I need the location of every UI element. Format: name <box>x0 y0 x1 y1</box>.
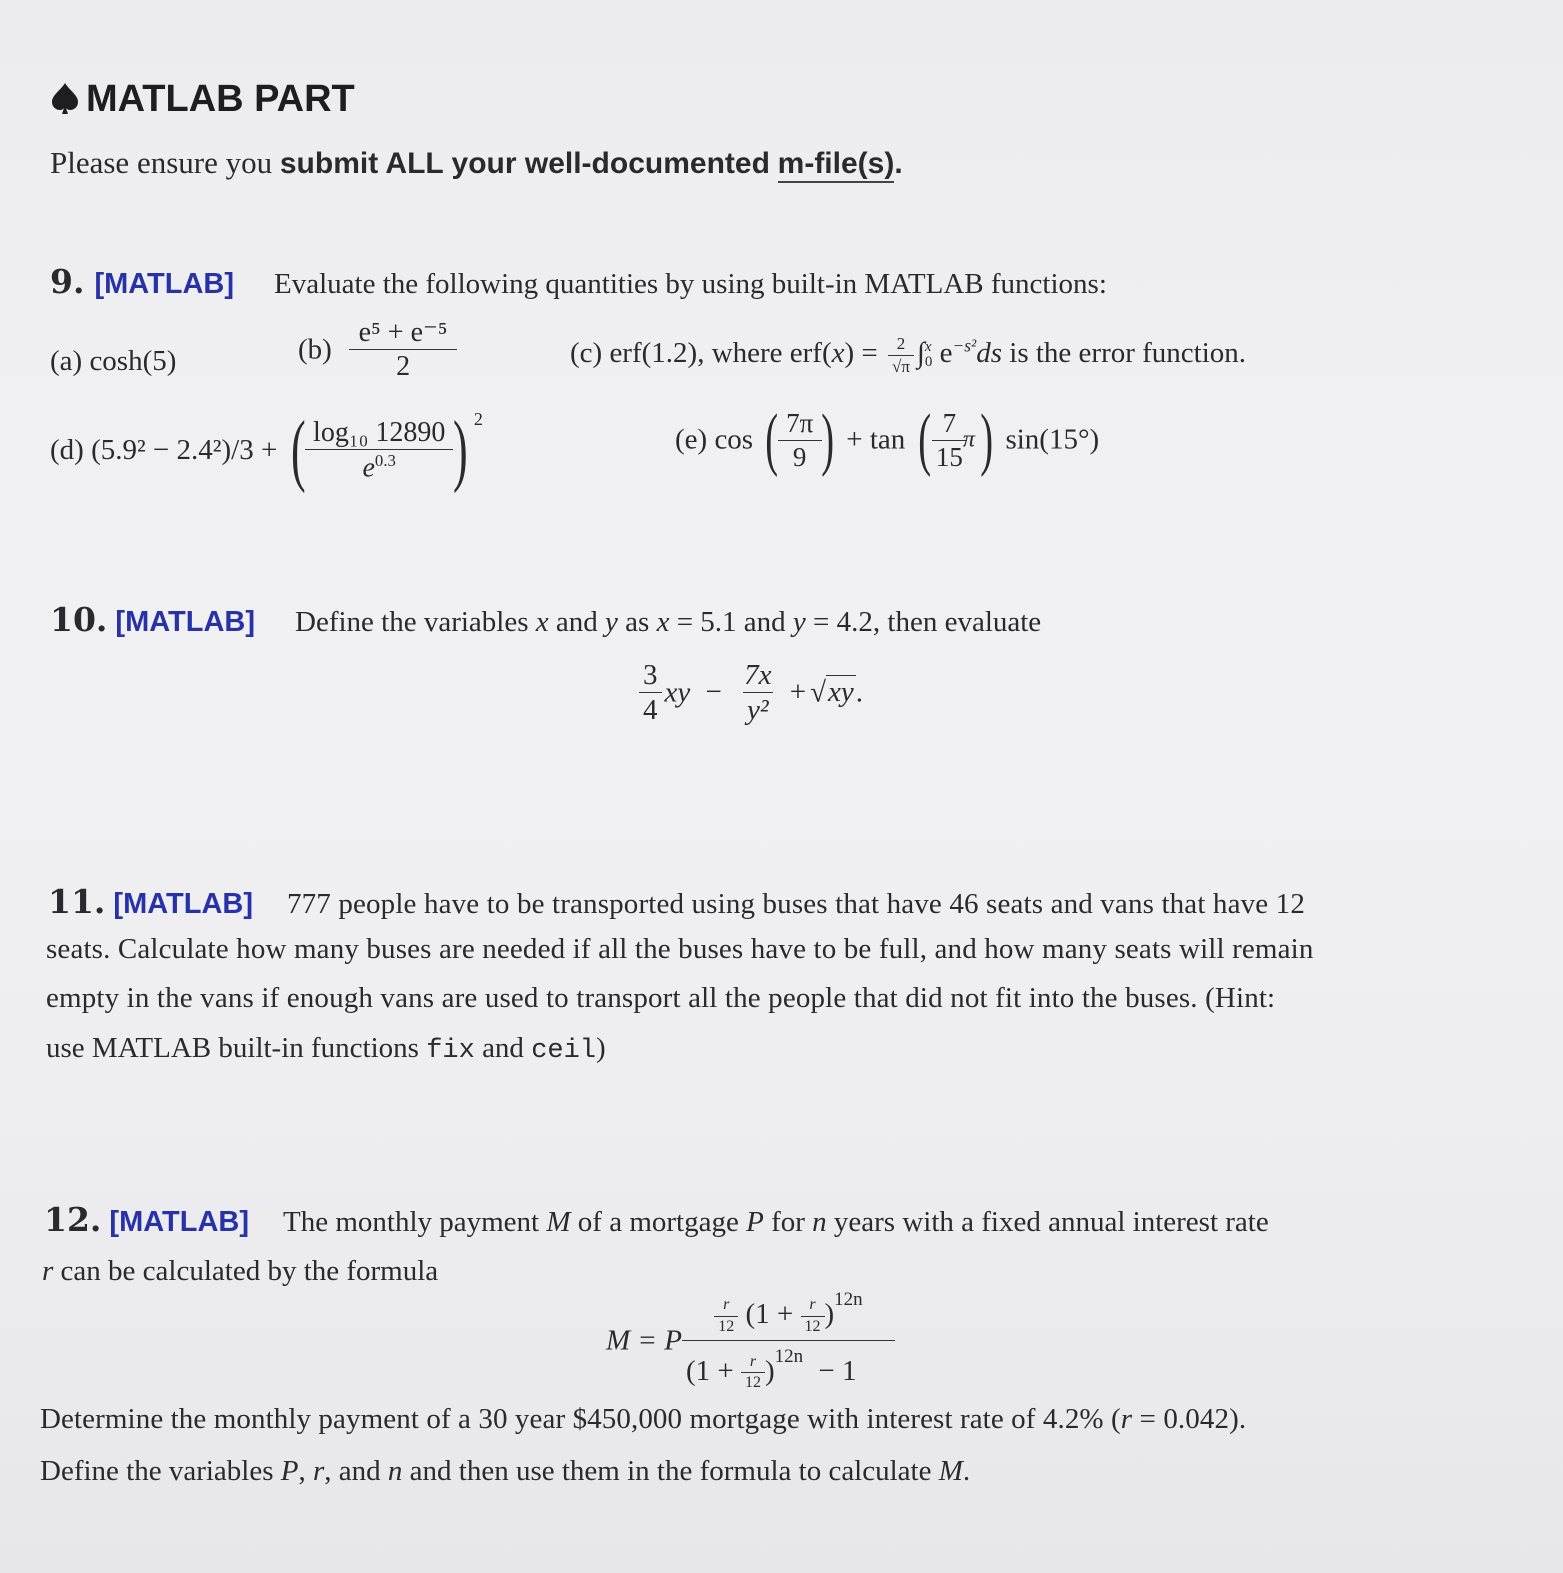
left-paren: ( <box>917 401 931 478</box>
exponent: 12n <box>834 1289 863 1310</box>
text: The monthly payment <box>283 1206 540 1238</box>
note-period: . <box>894 147 903 180</box>
question-tag: [MATLAB] <box>109 1206 249 1238</box>
prompt-text: and <box>555 606 598 638</box>
fraction-denominator: 2 <box>349 349 457 381</box>
text: and <box>482 1032 524 1064</box>
fraction-numerator: 7x <box>744 659 772 691</box>
part-expression: cosh(5) <box>89 345 177 377</box>
fraction-denominator: 4 <box>639 692 662 725</box>
left-paren: ( <box>765 401 779 478</box>
question-number: 9. <box>50 262 85 301</box>
section-title: MATLAB PART <box>86 78 355 120</box>
expr-text: ) = <box>844 337 878 369</box>
denominator-12: 12 <box>714 1316 738 1336</box>
math-var: n <box>387 1455 403 1487</box>
fraction <box>349 318 457 382</box>
text: years with a fixed annual interest rate <box>833 1206 1269 1238</box>
math-var: P <box>746 1206 764 1238</box>
fraction-denominator <box>305 449 453 483</box>
integral-sign: ∫ <box>916 337 925 369</box>
submission-note <box>50 145 903 181</box>
part-label: (a) <box>50 345 83 377</box>
fraction <box>932 409 967 471</box>
denominator-12: 12 <box>801 1316 825 1336</box>
exponent: 12n <box>774 1345 804 1367</box>
text: = 0.042). <box>1139 1403 1247 1435</box>
prompt-text: Define the variables <box>295 606 529 638</box>
right-paren: ) <box>820 401 834 478</box>
exp-base: e <box>939 337 953 369</box>
math-var: r <box>312 1455 325 1487</box>
expr-text: erf(1.2), where erf( <box>609 337 832 369</box>
text: and then use them in the formula to calculate <box>409 1455 932 1487</box>
math-var: x <box>831 337 845 369</box>
lower-bound: 0 <box>924 354 933 371</box>
operator: − <box>705 676 722 709</box>
question-9-heading <box>50 262 1107 301</box>
fraction <box>639 660 662 726</box>
question-10-heading <box>50 600 1041 639</box>
math-var: n <box>812 1206 827 1238</box>
text: , and <box>324 1455 381 1487</box>
question-text-line <box>40 1455 970 1488</box>
math-var: x <box>656 606 670 638</box>
question-number: 12. <box>44 1200 102 1239</box>
sin-func: sin(15°) <box>1005 423 1100 456</box>
numerator-r: r <box>809 1296 816 1314</box>
code-fix: fix <box>426 1036 475 1066</box>
upper-bound: x <box>924 339 932 356</box>
fraction-denominator: y² <box>743 692 773 725</box>
right-paren: ) <box>980 401 993 478</box>
denominator-exp: 0.3 <box>374 451 396 471</box>
left-paren: ( <box>290 406 306 494</box>
r-over-12 <box>801 1297 825 1336</box>
text: Determine the monthly payment of a 30 year $450,000 mortgage with interest rate of 4.2% ( <box>40 1403 1121 1435</box>
fraction <box>778 409 822 471</box>
part-label: (e) <box>675 423 708 456</box>
fraction <box>888 335 914 376</box>
question-text-line: seats. Calculate how many buses are needed if all the buses have to be full, and how many seats will remain <box>46 933 1314 965</box>
text: for <box>771 1206 805 1238</box>
group-close: ) <box>764 1354 775 1387</box>
tan-func: + tan <box>846 423 906 456</box>
math-var: M <box>938 1455 963 1487</box>
fraction-numerator <box>710 1290 866 1340</box>
group-close: ) <box>824 1298 835 1330</box>
text: can be calculated by the formula <box>60 1255 439 1287</box>
outer-power: 2 <box>473 409 483 430</box>
part-expression: (5.9² − 2.4²)/3 + <box>91 434 278 466</box>
integral-bounds <box>925 340 933 370</box>
minus-one: − 1 <box>818 1354 857 1387</box>
group-open: (1 + <box>745 1298 794 1330</box>
fraction-denominator: 9 <box>778 440 822 471</box>
part-label: (c) <box>570 337 603 369</box>
question-tag: [MATLAB] <box>115 606 255 638</box>
question-text-line <box>40 1403 1246 1436</box>
fraction-numerator: 7 <box>942 408 957 439</box>
fraction <box>682 1290 895 1392</box>
fraction-numerator: e⁵ + e⁻⁵ <box>358 317 448 348</box>
question-tag: [MATLAB] <box>113 888 253 920</box>
mortgage-formula <box>606 1290 898 1392</box>
q9-part-c <box>570 335 1246 376</box>
denominator-12: 12 <box>741 1372 765 1392</box>
math-var: P <box>280 1455 299 1487</box>
text: , <box>298 1455 306 1487</box>
sqrt-sign: √ <box>810 676 827 709</box>
fraction-denominator <box>682 1340 895 1393</box>
section-header <box>50 78 355 121</box>
expr-text: is the error function. <box>1009 337 1247 369</box>
fraction-numerator: 2 <box>896 334 906 353</box>
q9-part-d <box>50 405 483 496</box>
math-var: xy <box>664 676 691 709</box>
q10-expression <box>636 660 863 726</box>
question-prompt: Evaluate the following quantities by using built-in MATLAB functions: <box>274 268 1107 300</box>
question-11-heading <box>48 882 1305 921</box>
math-var: r <box>42 1255 54 1287</box>
question-number: 11. <box>48 882 106 921</box>
question-tag: [MATLAB] <box>94 268 235 300</box>
q9-part-b <box>298 318 460 382</box>
text: of a mortgage <box>577 1206 739 1238</box>
note-underlined: m-file(s) <box>778 147 895 183</box>
math-var: y <box>792 606 806 638</box>
fraction-numerator: 7π <box>786 408 814 439</box>
math-var: M <box>546 1206 571 1238</box>
question-text-line <box>42 1255 438 1288</box>
text: use MATLAB built-in functions <box>46 1032 419 1064</box>
sqrt-body: xy <box>828 676 854 709</box>
text: ) <box>596 1032 606 1064</box>
part-label: (b) <box>298 333 332 366</box>
fraction-numerator: 3 <box>643 659 658 691</box>
numerator-r: r <box>749 1352 757 1370</box>
fraction-numerator: log₁₀ 12890 <box>313 416 446 448</box>
prompt-text: as <box>625 606 650 638</box>
math-var: y <box>605 606 618 638</box>
formula-lhs: M = P <box>606 1324 682 1357</box>
prompt-text: = 4.2, then evaluate <box>813 606 1042 638</box>
note-plain: Please ensure you <box>50 145 273 180</box>
differential: ds <box>976 337 1003 369</box>
note-bold: submit ALL your well-documented <box>279 147 770 180</box>
fraction-denominator: 15 <box>932 440 967 471</box>
fraction <box>740 660 775 726</box>
q9-part-a <box>50 345 176 378</box>
question-text-line: empty in the vans if enough vans are used to transport all the people that did not fit into the buses. (Hint: <box>46 982 1276 1014</box>
numerator-r: r <box>723 1296 730 1314</box>
part-label: (d) <box>50 434 84 466</box>
cos-func: cos <box>714 423 754 456</box>
math-var: r <box>1120 1403 1133 1435</box>
denominator-base: e <box>362 452 375 484</box>
fraction <box>305 418 453 483</box>
right-paren: ) <box>453 406 468 494</box>
q9-part-e <box>675 400 1099 480</box>
question-number: 10. <box>50 600 108 639</box>
exp-power: −s² <box>952 335 977 356</box>
math-var: x <box>535 606 549 638</box>
text: . <box>962 1455 971 1487</box>
question-text-line: 777 people have to be transported using buses that have 46 seats and vans that have 12 <box>287 888 1305 920</box>
operator: + <box>789 676 807 709</box>
group-open: (1 + <box>685 1354 734 1387</box>
code-ceil: ceil <box>531 1036 596 1066</box>
text: Define the variables <box>40 1455 274 1487</box>
question-12-heading <box>44 1200 1269 1239</box>
pi: π <box>962 426 975 453</box>
question-text-line <box>283 1206 1269 1238</box>
spade-icon <box>50 81 80 115</box>
r-over-12 <box>714 1297 738 1336</box>
question-text-line <box>46 1032 606 1066</box>
period: . <box>855 676 864 709</box>
fraction-denominator: √π <box>888 355 914 376</box>
question-prompt <box>295 606 1041 638</box>
r-over-12 <box>741 1354 765 1393</box>
prompt-text: = 5.1 and <box>676 606 786 638</box>
